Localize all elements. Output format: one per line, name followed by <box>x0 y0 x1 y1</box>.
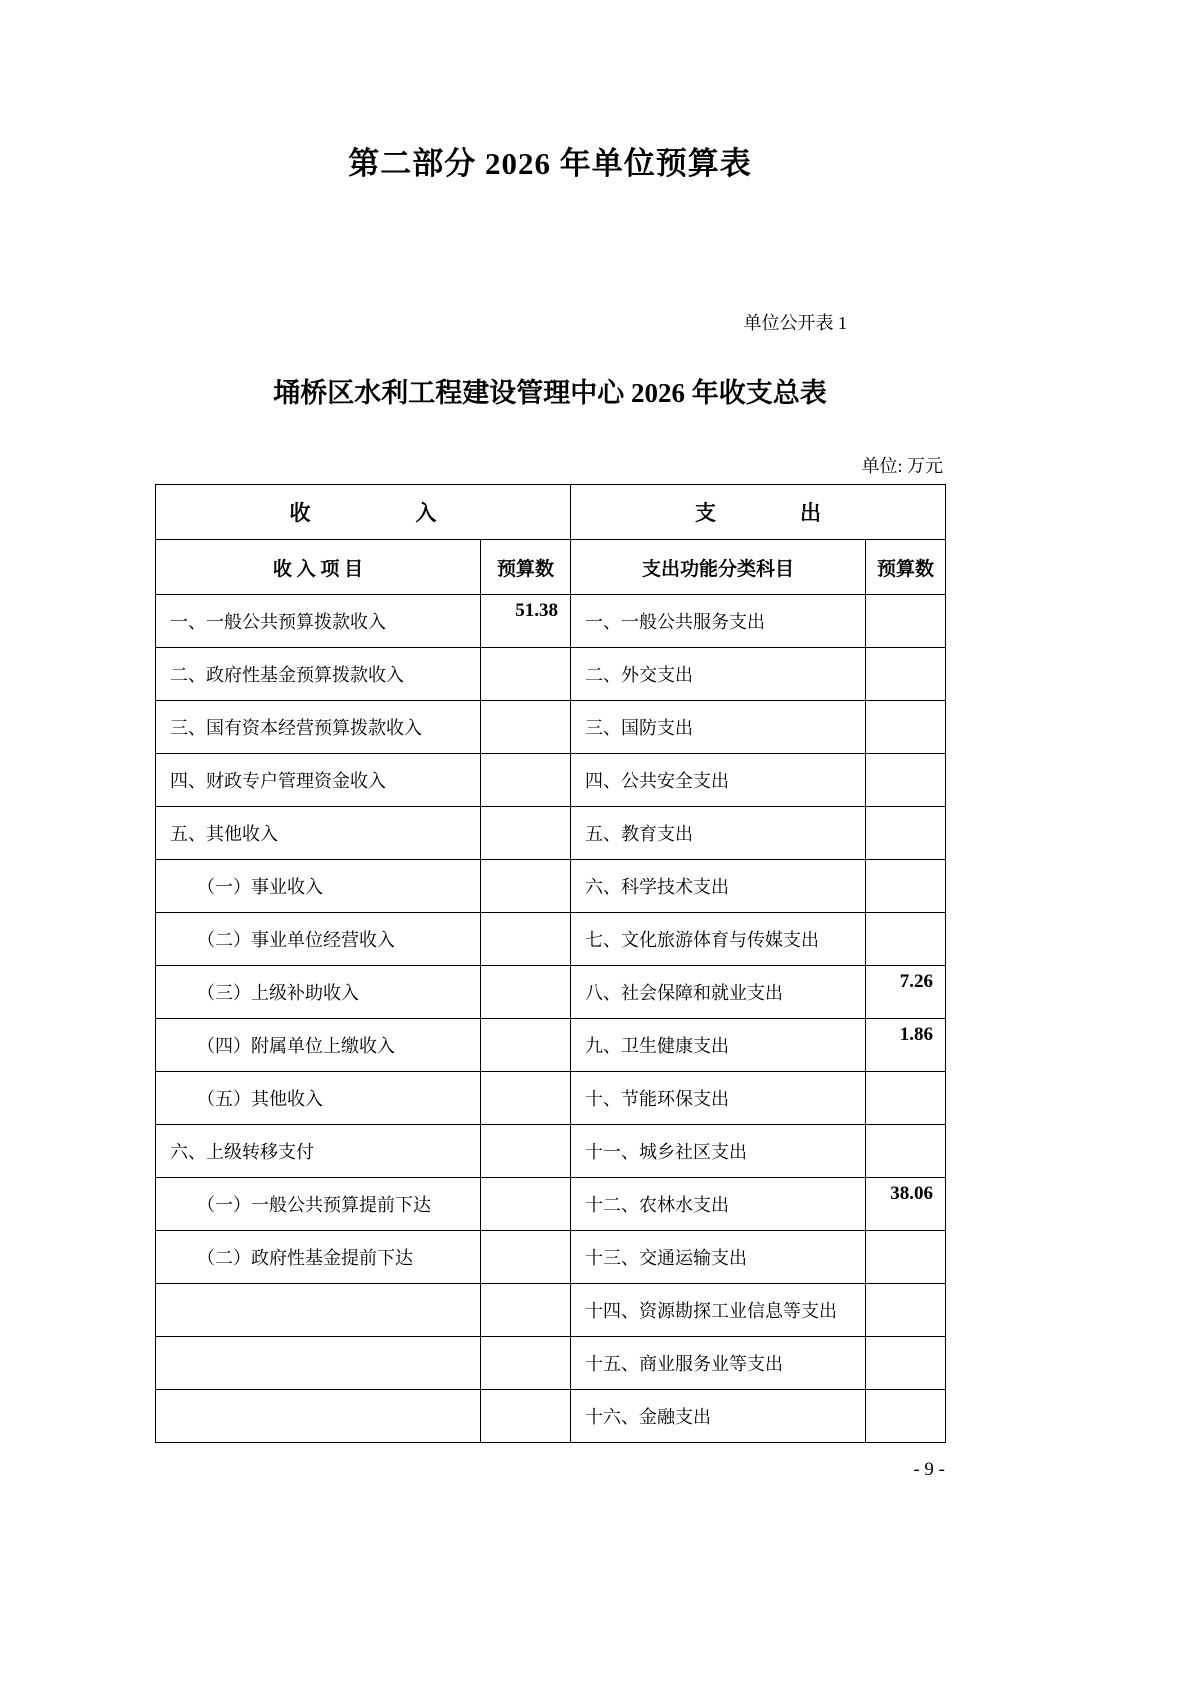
expense-item-cell: 六、科学技术支出 <box>571 860 866 913</box>
income-item-cell: （四）附属单位上缴收入 <box>156 1019 481 1072</box>
table-row <box>156 1178 946 1231</box>
income-item-cell: （一）事业收入 <box>156 860 481 913</box>
expense-amount-cell <box>866 1284 946 1337</box>
table-row <box>156 648 946 701</box>
expense-group-header: 支 出 <box>571 485 946 540</box>
expense-amount-cell: 38.06 <box>866 1178 946 1231</box>
document-title: 第二部分 2026 年单位预算表 <box>348 146 752 181</box>
income-group-header: 收 入 <box>156 485 571 540</box>
income-item-cell <box>156 1390 481 1443</box>
table-row <box>156 1231 946 1284</box>
income-item-cell: （二）事业单位经营收入 <box>156 913 481 966</box>
income-amount-cell <box>481 966 571 1019</box>
expense-item-cell: 十一、城乡社区支出 <box>571 1125 866 1178</box>
expense-amount-cell <box>866 595 946 648</box>
table-row <box>156 913 946 966</box>
table-label: 单位公开表 1 <box>743 313 847 333</box>
expense-item-cell: 九、卫生健康支出 <box>571 1019 866 1072</box>
table-row <box>156 1019 946 1072</box>
income-amount-cell: 51.38 <box>481 595 571 648</box>
income-item-cell: （二）政府性基金提前下达 <box>156 1231 481 1284</box>
income-amount-cell <box>481 701 571 754</box>
table-row <box>156 1337 946 1390</box>
expense-amount-cell <box>866 1072 946 1125</box>
column-header-row <box>156 540 946 595</box>
income-item-cell: （三）上级补助收入 <box>156 966 481 1019</box>
table-row <box>156 966 946 1019</box>
expense-amount-cell: 1.86 <box>866 1019 946 1072</box>
expense-amount-cell: 7.26 <box>866 966 946 1019</box>
income-item-cell: （一）一般公共预算提前下达 <box>156 1178 481 1231</box>
expense-amount-cell <box>866 860 946 913</box>
income-item-cell: 二、政府性基金预算拨款收入 <box>156 648 481 701</box>
income-item-cell <box>156 1337 481 1390</box>
income-amount-cell <box>481 1125 571 1178</box>
income-item-cell: 六、上级转移支付 <box>156 1125 481 1178</box>
income-amount-cell <box>481 807 571 860</box>
income-item-cell <box>156 1284 481 1337</box>
expense-item-cell: 四、公共安全支出 <box>571 754 866 807</box>
table-row <box>156 1390 946 1443</box>
expense-amount-cell <box>866 913 946 966</box>
expense-amount-cell <box>866 754 946 807</box>
expense-item-cell: 一、一般公共服务支出 <box>571 595 866 648</box>
table-row <box>156 595 946 648</box>
expense-amount-cell <box>866 807 946 860</box>
expense-item-cell: 十六、金融支出 <box>571 1390 866 1443</box>
expense-amount-cell <box>866 1231 946 1284</box>
table-row <box>156 1284 946 1337</box>
expense-item-header: 支出功能分类科目 <box>571 540 866 595</box>
income-amount-cell <box>481 1178 571 1231</box>
table-row <box>156 754 946 807</box>
income-amount-cell <box>481 754 571 807</box>
expense-item-cell: 十三、交通运输支出 <box>571 1231 866 1284</box>
income-amount-cell <box>481 860 571 913</box>
expense-amount-cell <box>866 648 946 701</box>
expense-amount-cell <box>866 1390 946 1443</box>
expense-item-cell: 十四、资源勘探工业信息等支出 <box>571 1284 866 1337</box>
income-item-cell: （五）其他收入 <box>156 1072 481 1125</box>
expense-item-cell: 三、国防支出 <box>571 701 866 754</box>
expense-amount-cell <box>866 1125 946 1178</box>
income-amount-cell <box>481 1072 571 1125</box>
expense-amount-cell <box>866 1337 946 1390</box>
budget-table <box>155 484 946 1443</box>
expense-item-cell: 八、社会保障和就业支出 <box>571 966 866 1019</box>
expense-item-cell: 十、节能环保支出 <box>571 1072 866 1125</box>
table-row <box>156 1072 946 1125</box>
page-number: - 9 - <box>913 1459 945 1480</box>
income-amount-cell <box>481 913 571 966</box>
content-area <box>155 0 945 1481</box>
income-amount-cell <box>481 1284 571 1337</box>
expense-item-cell: 二、外交支出 <box>571 648 866 701</box>
expense-item-cell: 十二、农林水支出 <box>571 1178 866 1231</box>
expense-item-cell: 七、文化旅游体育与传媒支出 <box>571 913 866 966</box>
expense-item-cell: 十五、商业服务业等支出 <box>571 1337 866 1390</box>
income-item-cell: 一、一般公共预算拨款收入 <box>156 595 481 648</box>
income-amount-cell <box>481 1337 571 1390</box>
income-amount-cell <box>481 1390 571 1443</box>
table-row <box>156 1125 946 1178</box>
expense-budget-header: 预算数 <box>866 540 946 595</box>
expense-amount-cell <box>866 701 946 754</box>
table-row <box>156 807 946 860</box>
income-item-cell: 三、国有资本经营预算拨款收入 <box>156 701 481 754</box>
income-item-cell: 四、财政专户管理资金收入 <box>156 754 481 807</box>
table-title: 埇桥区水利工程建设管理中心 2026 年收支总表 <box>273 378 827 408</box>
income-budget-header: 预算数 <box>481 540 571 595</box>
group-header-row <box>156 485 946 540</box>
table-row <box>156 860 946 913</box>
table-row <box>156 701 946 754</box>
income-item-cell: 五、其他收入 <box>156 807 481 860</box>
unit-note: 单位: 万元 <box>861 456 943 476</box>
income-amount-cell <box>481 1019 571 1072</box>
expense-item-cell: 五、教育支出 <box>571 807 866 860</box>
income-amount-cell <box>481 648 571 701</box>
income-item-header: 收 入 项 目 <box>156 540 481 595</box>
income-amount-cell <box>481 1231 571 1284</box>
